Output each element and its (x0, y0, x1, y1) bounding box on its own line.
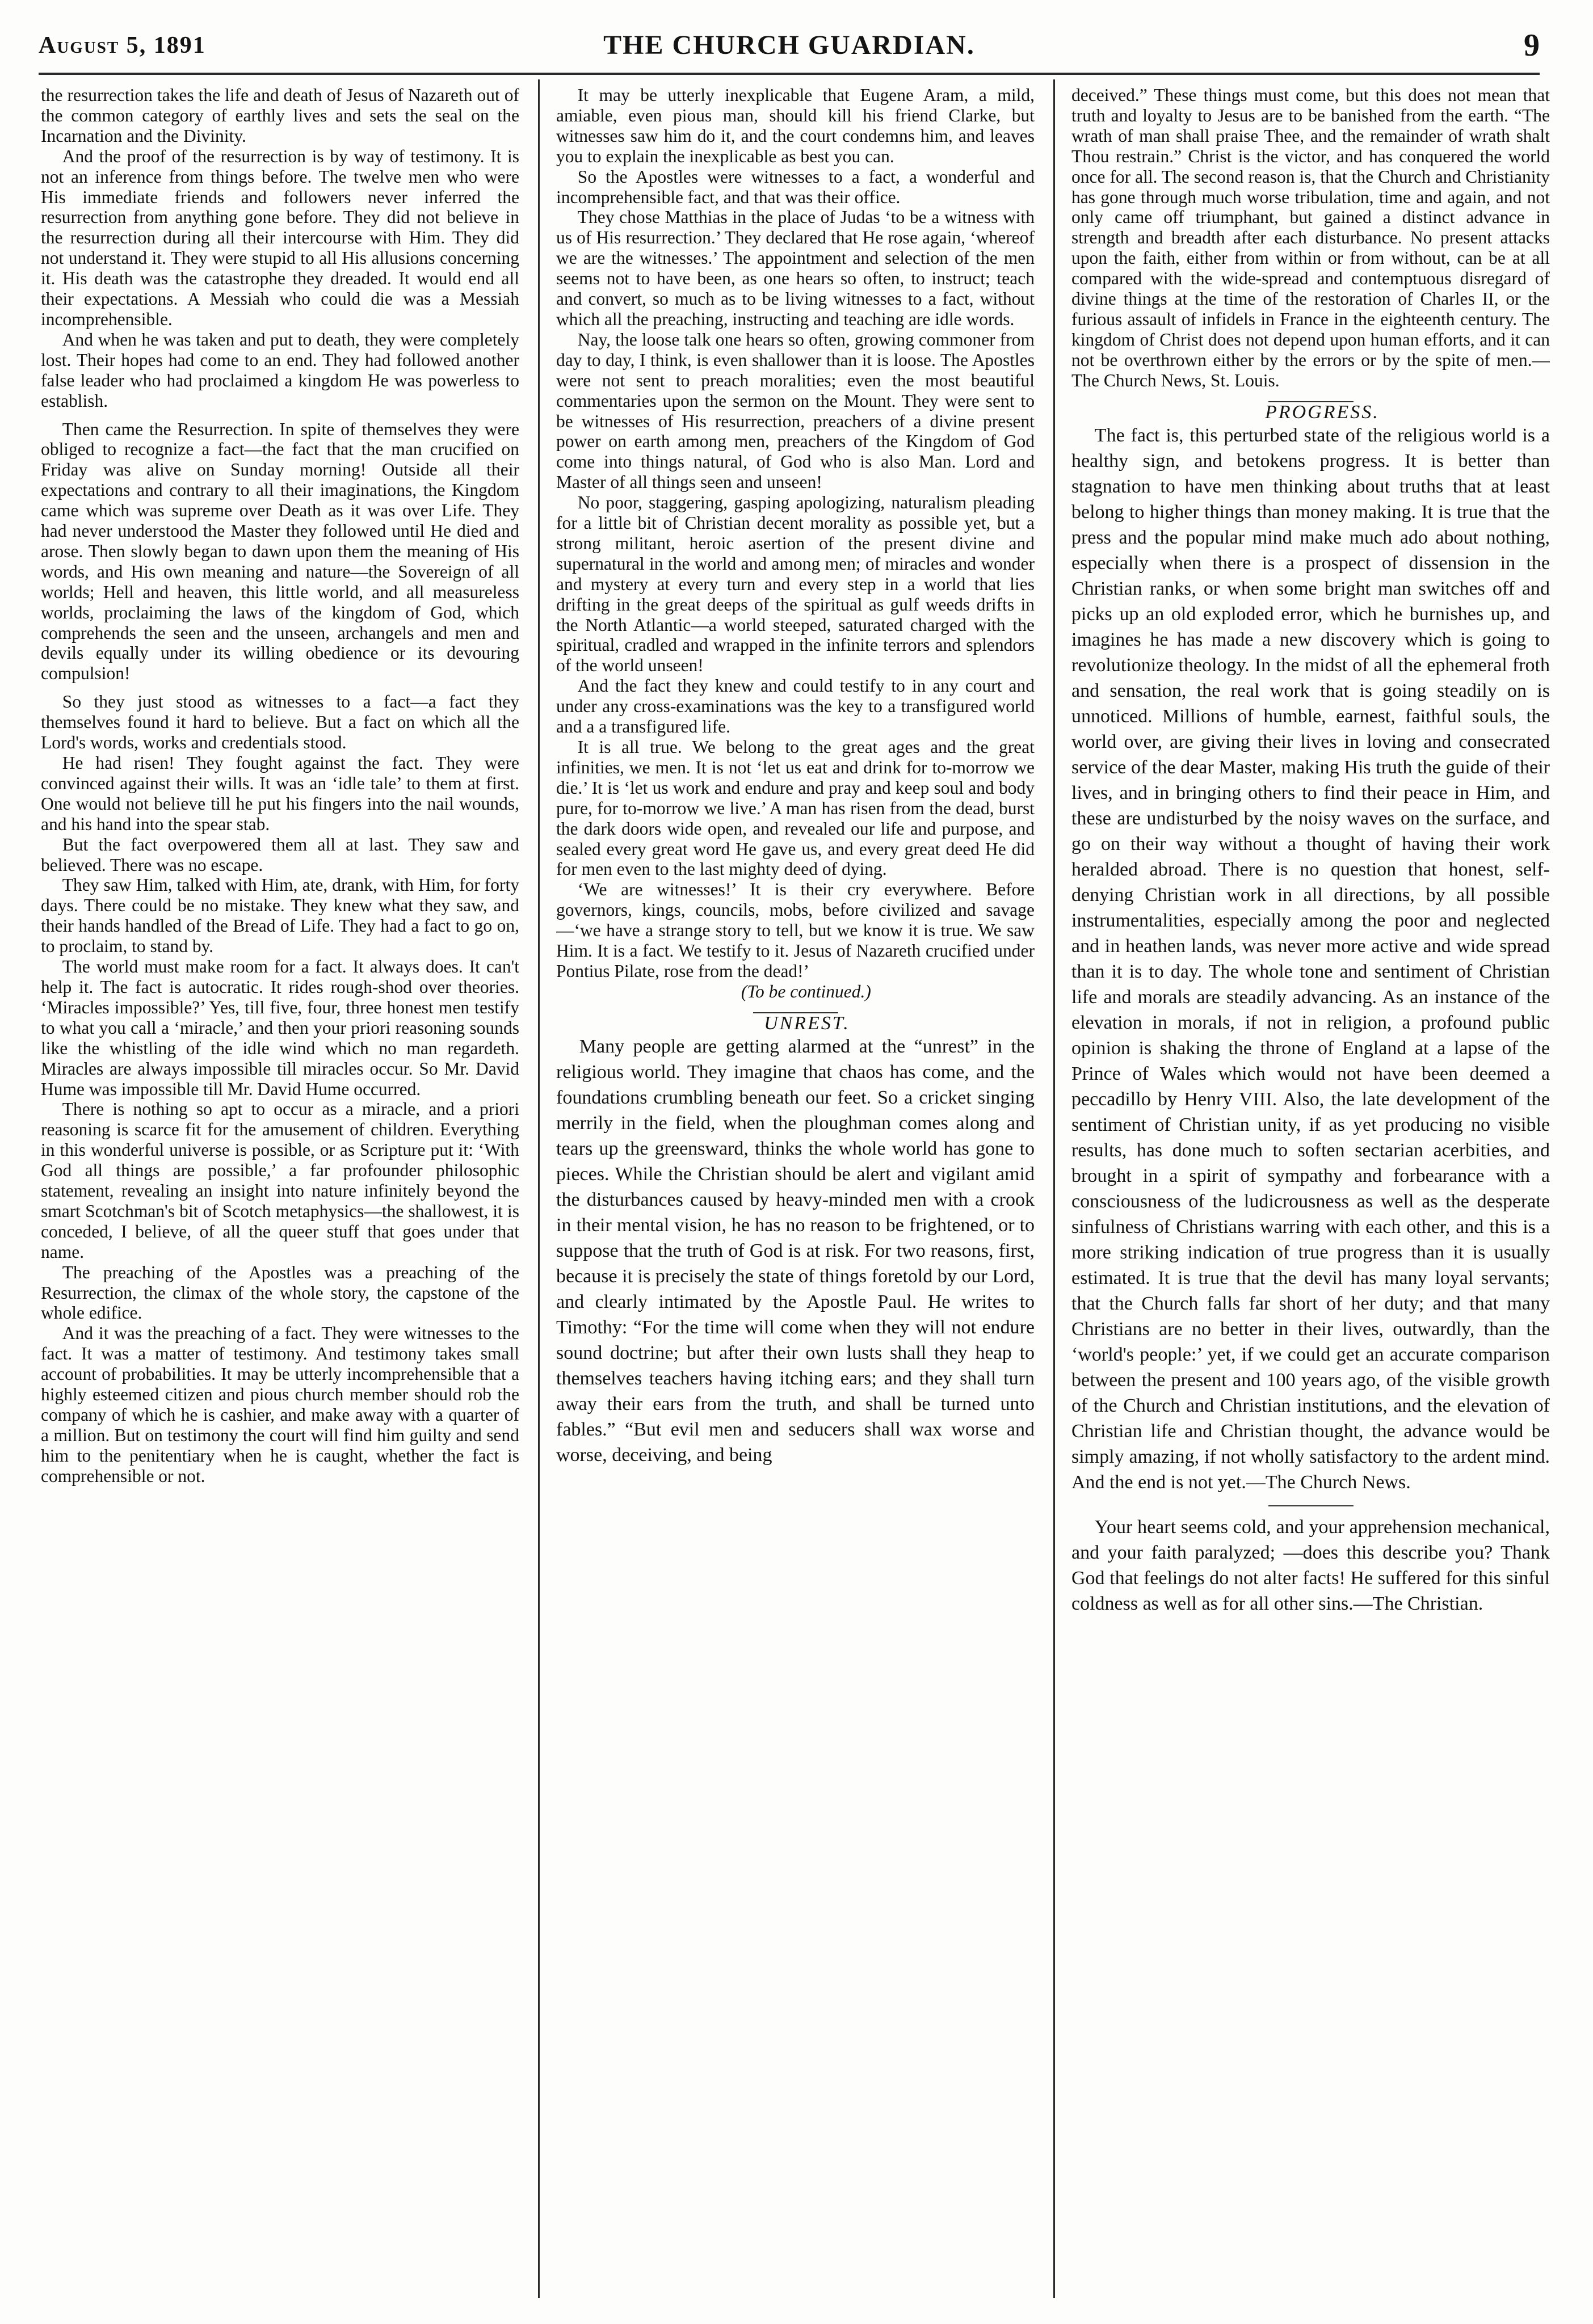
paragraph: And when he was taken and put to death, they were completely lost. Their hopes had come to an end. They had followed another false leader who had proclaimed a kingdom He was powerless to establish. (41, 329, 519, 411)
paragraph: Many people are getting alarmed at the “unrest” in the religious world. They imagine that chaos has come, and the foundations crumbling beneath our feet. So a cricket singing merrily in the field, when the ploughman comes along and tears up the greensward, thinks the whole world has gone to pieces. While the Christian should be alert and vigilant amid the disturbances caused by heavy-minded men with a crook in their mental vision, he has no reason to be frightened, or to suppose that the truth of God is at risk. For two reasons, first, because it is precisely the state of things foretold by our Lord, and clearly intimated by the Apostle Paul. He writes to Timothy: “For the time will come when they will not endure sound doctrine; but after their own lusts shall they heap to themselves teachers having itching ears; and they shall turn away their ears from the truth, and shall be turned unto fables.” “But evil men and seducers shall wax worse and worse, deceiving, and being (556, 1035, 1035, 1466)
paragraph: And the proof of the resurrection is by way of testimony. It is not an inference from things before. The twelve men who were His immediate friends and followers never inferred the resurrection from anything gone before. They did not believe in the resurrection during all their intercourse with Him. They did not understand it. They were stupid to all His allusions concerning it. His death was the catastrophe they dreaded. It would end all their expectations. A Messiah who could die was a Messiah incomprehensible. (41, 146, 519, 329)
paragraph: ‘We are witnesses!’ It is their cry everywhere. Before governors, kings, councils, mobs, before civilized and savage—‘we have a strange story to tell, but we know it is true. We saw Him. It is a fact. We testify to it. Jesus of Nazareth crucified under Pontius Pilate, rose from the dead!’ (556, 879, 1035, 981)
paragraph: And it was the preaching of a fact. They were witnesses to the fact. It was a matter of testimony. And testimony takes small account of probabilities. It may be utterly incomprehensible that a highly esteemed citizen and pious church member should rob the company of which he is cashier, and make away with a quarter of a million. But on testimony the court will find him guilty and send him to the penitentiary when he is caught, whether the fact is comprehensible or not. (41, 1323, 519, 1486)
article-heading-unrest: UNREST. (764, 1012, 850, 1034)
page-header (39, 27, 1540, 75)
paragraph: So they just stood as witnesses to a fact—a fact they themselves found it hard to believe. But a fact on which all the Lord's words, works and credentials stood. (41, 692, 519, 753)
paragraph: deceived.” These things must come, but this does not mean that truth and loyalty to Jesus are to be banished from the earth. “The wrath of man shall praise Thee, and the remainder of wrath shalt Thou restrain.” Christ is the victor, and has conquered the world once for all. The second reason is, that the Church and Christianity has gone through much worse tribulation, time and again, and not only came off triumphant, but gained a distinct advance in strength and breadth after each disturbance. No present attacks upon the faith, either from within or from without, can be at all compared with the wide-spread and contemptuous disregard of divine things at the time of the restoration of Charles II, or the furious assault of infidels in France in the eighteenth century. The kingdom of Christ does not depend upon human efforts, and it can not be overthrown either by the errors or by the spite of men.—The Church News, St. Louis. (1071, 85, 1550, 390)
page-number: 9 (1524, 28, 1540, 63)
paragraph: The fact is, this perturbed state of the religious world is a healthy sign, and betokens progress. It is better than stagnation to have men thinking about truths that at least belong to higher things than money making. It is true that the press and the popular mind make much ado about nothing, especially when there is a prospect of dissension in the Christian ranks, or when some bright man switches off and picks up an old exploded error, which he burnishes up, and imagines he has made a new discovery which is going to revolutionize theology. In the midst of all the ephemeral froth and sensation, the real work that is going steadily on is unnoticed. Millions of humble, earnest, faithful souls, the world over, are giving their lives in loving and consecrated service of the dear Master, making His truth the guide of their lives, and in bringing others to find their peace in Him, and these are undisturbed by the noisy waves on the surface, and go on their way without a thought of having their work heralded abroad. There is no question that honest, self-denying Christian work in all directions, by all possible instrumentalities, especially among the poor and neglected and in heathen lands, was never more active and wide spread than it is to day. The whole tone and sentiment of Christian life and morals are steadily advancing. As an instance of the elevation in morals, if not in religion, a profound public opinion is shaking the throne of England at a lapse of the Prince of Wales which would not have been deemed a peccadillo by Henry VIII. Also, the late development of the sentiment of Christian unity, if as yet producing no visible results, has done much to soften sectarian acerbities, and brought in a spirit of sympathy and forbearance with a consciousness of the ludicrousness as well as the desperate sinfulness of Christians warring with each other, and this is a more striking indication of true progress than it is usually estimated. It is true that the devil has many loyal servants; that the Church falls far short of her duty; and that many Christians are no better in their lives, outwardly, than the ‘world's people:’ yet, if we could get an accurate comparison between the present and 100 years ago, of the visible growth of the Church and Christian institutions, and the elevation of Christian life and Christian thought, the advance would be simply amazing, if not wholly satisfactory to the ardent mind. And the end is not yet.—The Church News. (1071, 424, 1550, 1493)
paragraph: the resurrection takes the life and death of Jesus of Nazareth out of the common category of earthly lives and sets the seal on the Incarnation and the Divinity. (41, 85, 519, 146)
paragraph: No poor, staggering, gasping apologizing, naturalism pleading for a little bit of Christian decent morality as possible yet, but a strong militant, heroic asertion of the present divine and supernatural in the world and among men; of miracles and wonder and mystery at every turn and every step in a world that lies drifting in the great deeps of the spiritual as gulf weeds drifts in the North Atlantic—a world steeped, saturated charged with the spiritual, cradled and wrapped in the infinite terrors and splendors of the world unseen! (556, 492, 1035, 676)
issue-date: August 5, 1891 (39, 32, 206, 58)
paragraph: Nay, the loose talk one hears so often, growing commoner from day to day, I think, is even shallower than it is loose. The Apostles were not sent to preach moralities; even the most beautiful commentaries upon the sermon on the Mount. They were sent to be witnesses of His resurrection, preachers of a divine present power on earth among men, preachers of the Kingdom of God come into things natural, of God who is also Man. Lord and Master of all things seen and unseen! (556, 329, 1035, 492)
paragraph: But the fact overpowered them all at last. They saw and believed. There was no escape. (41, 834, 519, 875)
article-heading-progress: PROGRESS. (1265, 401, 1380, 423)
column-2 (556, 85, 1035, 2298)
column-rule-left (538, 79, 540, 2298)
paragraph: The preaching of the Apostles was a preaching of the Resurrection, the climax of the whole story, the capstone of the whole edifice. (41, 1262, 519, 1323)
continued-note: (To be continued.) (741, 981, 871, 1001)
paragraph: Your heart seems cold, and your apprehension mechanical, and your faith paralyzed; —does this describe you? Thank God that feelings do not alter facts! He suffered for this sinful coldness as well as for all other sins.—The Christian. (1071, 1516, 1550, 1614)
paragraph: There is nothing so apt to occur as a miracle, and a priori reasoning is scarce fit for the amusement of children. Everything in this wonderful universe is possible, or as Scripture put it: ‘With God all things are possible,’ a far profounder philosophic statement, revealing an insight into nature infinitely beyond the smart Scotchman's bit of Scotch metaphysics—the shallowest, it is conceded, I believe, of all the queer stuff that goes under that name. (41, 1099, 519, 1262)
paragraph: It may be utterly inexplicable that Eugene Aram, a mild, amiable, even pious man, should kill his friend Clarke, but witnesses saw him do it, and the court condemns him, and leaves you to explain the inexplicable as best you can. (556, 85, 1035, 166)
paragraph: So the Apostles were witnesses to a fact, a wonderful and incomprehensible fact, and that was their office. (556, 166, 1035, 207)
paragraph: And the fact they knew and could testify to in any court and under any cross-examinations was the key to a transfigured world and a a transfigured life. (556, 676, 1035, 737)
paragraph: Then came the Resurrection. In spite of themselves they were obliged to recognize a fact—the fact that the man crucified on Friday was alive on Sunday morning! Outside all their expectations and contrary to all their imaginations, the Kingdom came which was supreme over Death as it was over Life. They had never understood the Master they followed until He died and arose. Then slowly began to dawn upon them the meaning of His words, and His own meaning and nature—the Sovereign of all worlds; Hell and heaven, this little world, and all measureless worlds, proclaiming the laws of the kingdom of God, which comprehends the seen and the unseen, archangels and men and devils equally under its willing obedience or its devouring compulsion! (41, 419, 519, 684)
paragraph: It is all true. We belong to the great ages and the great infinities, we men. It is not ‘let us eat and drink for to-morrow we die.’ It is ‘let us work and endure and pray and keep soul and body pure, for to-morrow we live.’ A man has risen from the dead, burst the dark doors wide open, and revealed our life and purpose, and sealed every great word He gave us, and every great deed He did for men even to the last mighty deed of dying. (556, 737, 1035, 879)
paragraph: They saw Him, talked with Him, ate, drank, with Him, for forty days. There could be no mistake. They knew what they saw, and their hands handled of the Bread of Life. They had a fact to go on, to proclaim, to stand by. (41, 875, 519, 957)
column-3 (1071, 85, 1550, 2298)
paragraph: He had risen! They fought against the fact. They were convinced against their wills. It was an ‘idle tale’ to them at first. One would not believe till he put his fingers into the nail wounds, and his hand into the spear stab. (41, 753, 519, 834)
column-1 (41, 85, 519, 2298)
paragraph: The world must make room for a fact. It always does. It can't help it. The fact is autocratic. It rides rough-shod over theories. ‘Miracles impossible?’ Yes, till five, four, three honest men testify to what you call a ‘miracle,’ and then your priori reasoning sounds like the whistling of the idle wind which no man regardeth. Miracles are always impossible till miracles occur. So Mr. David Hume was impossible till Mr. David Hume occurred. (41, 957, 519, 1099)
paragraph: They chose Matthias in the place of Judas ‘to be a witness with us of His resurrection.’ They declared that He rose again, ‘whereof we are the witnesses.’ The appointment and selection of the men seems not to have been, as one hears so often, to instruct; teach and convert, so much as to be living witnesses to a fact, without which all the preaching, instructing and teaching are idle words. (556, 207, 1035, 329)
masthead-title: THE CHURCH GUARDIAN. (603, 30, 975, 60)
column-rule-right (1053, 79, 1055, 2298)
